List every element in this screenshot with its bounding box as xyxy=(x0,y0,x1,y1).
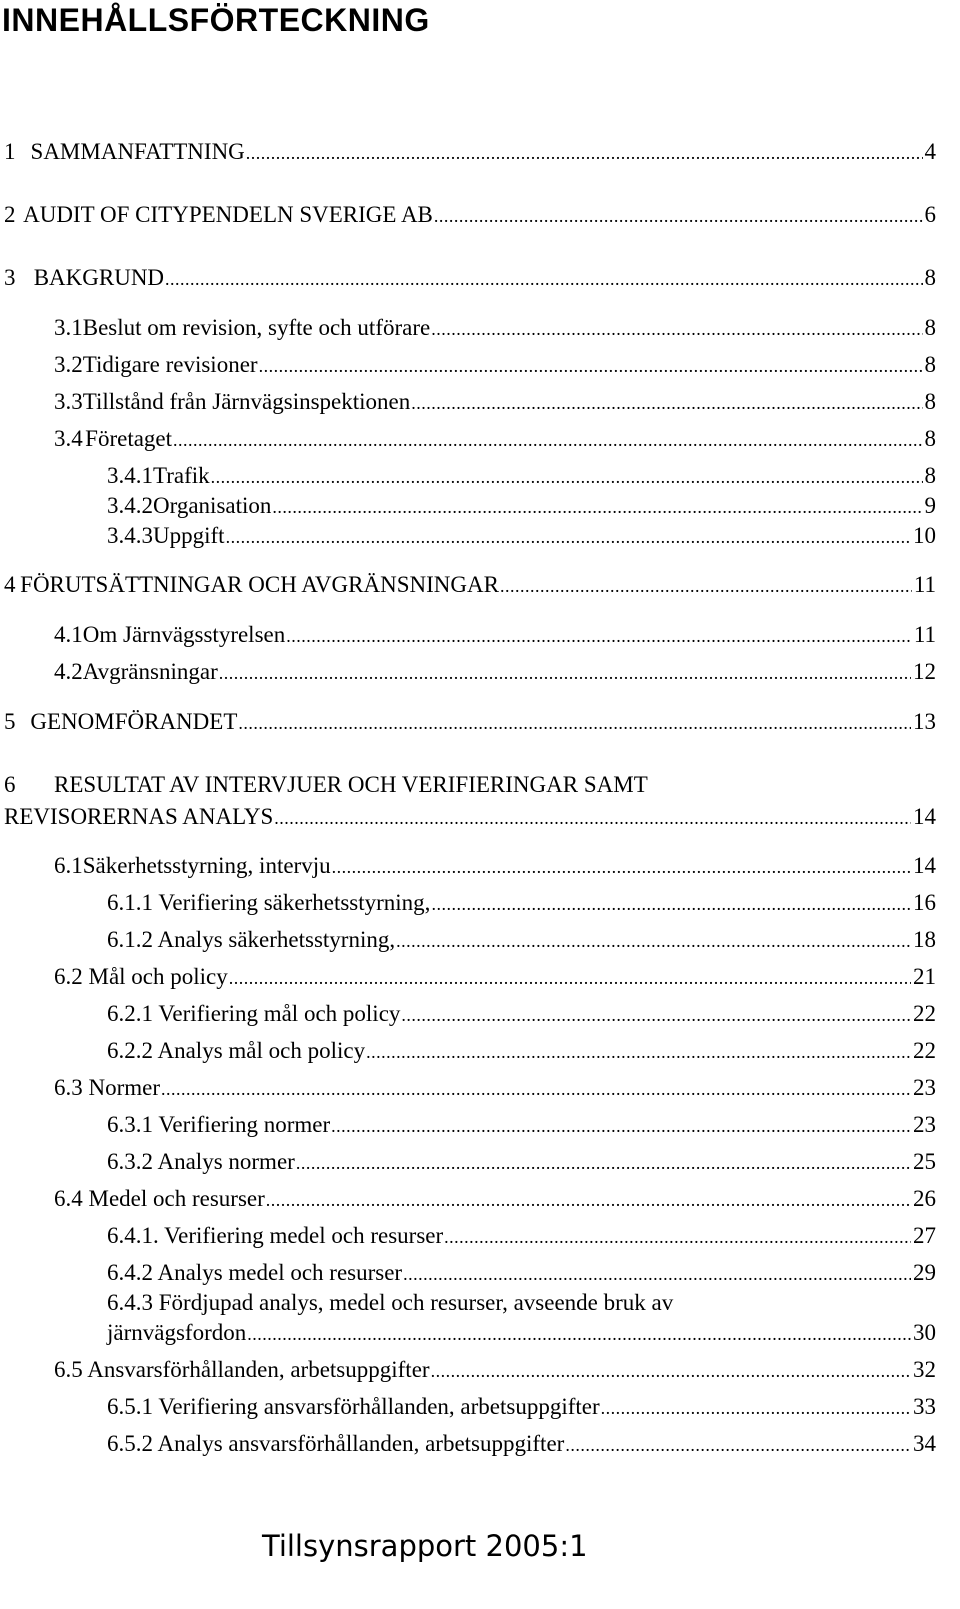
toc-entry-text: 6.2.1 Verifiering mål och policy xyxy=(107,1001,401,1026)
toc-entry-text: 6.3 Normer xyxy=(54,1075,161,1100)
toc-leader xyxy=(601,1394,911,1422)
toc-entry-page: 8 xyxy=(924,463,936,488)
toc-entry-text: Beslut om revision, syfte och utförare xyxy=(82,315,431,340)
toc-entry-number: 3.2 xyxy=(54,352,83,377)
toc-entry-text: GENOMFÖRANDET xyxy=(30,709,238,734)
toc-entry[interactable] xyxy=(4,803,936,831)
toc-entry-page: 14 xyxy=(913,853,936,878)
toc-entry[interactable] xyxy=(107,1000,936,1028)
toc-leader xyxy=(247,1320,911,1348)
toc-leader xyxy=(431,315,922,343)
toc-entry-text-continued: REVISORERNAS ANALYS xyxy=(4,804,274,829)
toc-entry-text: Säkerhetsstyrning, intervju xyxy=(82,853,331,878)
toc-leader xyxy=(396,927,911,955)
toc-entry[interactable] xyxy=(107,492,936,520)
toc-entry[interactable] xyxy=(54,1356,936,1384)
toc-entry-number: 3 xyxy=(4,265,16,290)
toc-entry-number: 5 xyxy=(4,709,16,734)
toc-entry-number: 3.3 xyxy=(54,389,83,414)
page-footer: Tillsynsrapport 2005:1 xyxy=(262,1529,588,1563)
toc-leader xyxy=(411,389,922,417)
toc-entry-page: 25 xyxy=(913,1149,936,1174)
toc-entry-page: 23 xyxy=(913,1112,936,1137)
toc-leader xyxy=(173,426,922,454)
toc-leader xyxy=(431,1357,911,1385)
toc-entry-page: 34 xyxy=(913,1431,936,1456)
toc-entry-text: 6.5 Ansvarsförhållanden, arbetsuppgifter xyxy=(54,1357,430,1382)
toc-entry[interactable] xyxy=(107,1319,936,1347)
toc-entry-number: 1 xyxy=(4,139,16,164)
toc-entry-number: 3.4.1 xyxy=(107,463,153,488)
toc-entry-text-continued: järnvägsfordon xyxy=(107,1320,247,1345)
toc-leader xyxy=(238,709,911,737)
toc-entry-page: 4 xyxy=(924,139,936,164)
toc-entry[interactable] xyxy=(107,462,936,490)
toc-entry[interactable] xyxy=(54,1074,936,1102)
toc-entry-number: 4 xyxy=(4,572,16,597)
toc-leader xyxy=(500,572,912,600)
toc-entry-text: RESULTAT AV INTERVJUER OCH VERIFIERINGAR SAMT xyxy=(54,772,648,797)
toc-leader xyxy=(403,1260,911,1288)
toc-entry[interactable] xyxy=(54,621,936,649)
toc-entry[interactable] xyxy=(107,1037,936,1065)
toc-entry-text: Tidigare revisioner xyxy=(82,352,258,377)
toc-entry-text: BAKGRUND xyxy=(33,265,165,290)
toc-entry-text: 6.4.2 Analys medel och resurser xyxy=(107,1260,403,1285)
toc-entry-text: FÖRUTSÄTTNINGAR OCH AVGRÄNSNINGAR xyxy=(20,572,499,597)
toc-entry-page: 8 xyxy=(924,265,936,290)
toc-leader xyxy=(259,352,923,380)
toc-entry-page: 22 xyxy=(913,1001,936,1026)
toc-entry-number: 6 xyxy=(4,772,16,797)
toc-entry[interactable] xyxy=(54,314,936,342)
toc-entry-page: 13 xyxy=(913,709,936,734)
toc-entry-number: 3.4 xyxy=(54,426,83,451)
toc-leader xyxy=(331,1112,911,1140)
toc-entry-page: 23 xyxy=(913,1075,936,1100)
toc-entry-text: Organisation xyxy=(153,493,272,518)
toc-leader xyxy=(219,659,911,687)
toc-entry-text: 6.3.1 Verifiering normer xyxy=(107,1112,331,1137)
toc-entry-text: 6.4.3 Fördjupad analys, medel och resurser, avseende bruk av xyxy=(107,1290,674,1315)
toc-entry-text: Avgränsningar xyxy=(82,659,218,684)
toc-entry-page: 12 xyxy=(913,659,936,684)
toc-leader xyxy=(444,1223,911,1251)
toc-entry-text: Företaget xyxy=(85,426,173,451)
toc-leader xyxy=(211,463,923,491)
toc-leader xyxy=(165,265,922,293)
toc-entry-text: SAMMANFATTNING xyxy=(30,139,245,164)
toc-entry-page: 6 xyxy=(924,202,936,227)
toc-entry-page: 14 xyxy=(913,804,936,829)
toc-entry-number: 3.1 xyxy=(54,315,83,340)
toc-entry-page: 32 xyxy=(913,1357,936,1382)
toc-leader xyxy=(565,1431,911,1459)
toc-entry-page: 21 xyxy=(913,964,936,989)
toc-entry-text: 6.2 Mål och policy xyxy=(54,964,228,989)
toc-entry-page: 8 xyxy=(924,352,936,377)
toc-entry-text: 6.4 Medel och resurser xyxy=(54,1186,265,1211)
toc-entry-text: 6.3.2 Analys normer xyxy=(107,1149,295,1174)
toc-entry-number: 3.4.2 xyxy=(107,493,153,518)
toc-leader xyxy=(266,1186,911,1214)
toc-entry-page: 30 xyxy=(913,1320,936,1345)
toc-entry[interactable] xyxy=(107,522,936,550)
toc-entry-page: 18 xyxy=(913,927,936,952)
toc-entry-page: 9 xyxy=(924,493,936,518)
toc-leader xyxy=(226,523,911,551)
toc-entry[interactable] xyxy=(4,138,936,166)
toc-leader xyxy=(296,1149,911,1177)
toc-leader xyxy=(272,493,922,521)
toc-entry-page: 8 xyxy=(924,389,936,414)
toc-entry-text: 6.5.2 Analys ansvarsförhållanden, arbetsuppgifter xyxy=(107,1431,565,1456)
toc-entry-page: 8 xyxy=(924,426,936,451)
toc-entry-text: 6.5.1 Verifiering ansvarsförhållanden, arbetsuppgifter xyxy=(107,1394,600,1419)
toc-entry-page: 33 xyxy=(913,1394,936,1419)
toc-entry[interactable] xyxy=(54,963,936,991)
toc-entry[interactable] xyxy=(107,1393,936,1421)
toc-entry-page: 27 xyxy=(913,1223,936,1248)
toc-entry[interactable] xyxy=(4,708,936,736)
toc-leader xyxy=(431,890,911,918)
toc-entry[interactable] xyxy=(107,889,936,917)
toc-entry-text: 6.1.1 Verifiering säkerhetsstyrning, xyxy=(107,890,431,915)
toc-entry[interactable] xyxy=(54,351,936,379)
toc-entry-page: 10 xyxy=(913,523,936,548)
toc-leader xyxy=(274,804,911,832)
toc-entry-number: 6.1 xyxy=(54,853,83,878)
toc-entry-number: 4.2 xyxy=(54,659,83,684)
toc-leader xyxy=(246,139,923,167)
toc-entry-page: 16 xyxy=(913,890,936,915)
toc-entry[interactable] xyxy=(54,852,936,880)
toc-entry-text: 6.1.2 Analys säkerhetsstyrning, xyxy=(107,927,396,952)
toc-title: INNEHÅLLSFÖRTECKNING xyxy=(2,2,430,38)
toc-leader xyxy=(161,1075,911,1103)
toc-entry[interactable] xyxy=(54,1185,936,1213)
toc-entry-text: 6.4.1. Verifiering medel och resurser xyxy=(107,1223,444,1248)
toc-entry[interactable] xyxy=(54,658,936,686)
toc-entry[interactable] xyxy=(54,425,936,453)
toc-entry[interactable] xyxy=(4,264,936,292)
toc-entry-text: Uppgift xyxy=(153,523,225,548)
toc-entry[interactable] xyxy=(4,571,936,599)
toc-leader xyxy=(229,964,911,992)
toc-leader xyxy=(401,1001,911,1029)
toc-entry-number: 3.4.3 xyxy=(107,523,153,548)
toc-entry-number: 2 xyxy=(4,202,16,227)
toc-entry-page: 29 xyxy=(913,1260,936,1285)
toc-entry-text: Om Järnvägsstyrelsen xyxy=(82,622,286,647)
toc-entry[interactable] xyxy=(107,926,936,954)
toc-entry[interactable] xyxy=(107,1148,936,1176)
toc-entry-text: Tillstånd från Järnvägsinspektionen xyxy=(82,389,411,414)
toc-entry-wrapped-first-line[interactable] xyxy=(4,771,648,799)
toc-entry-text: Trafik xyxy=(153,463,210,488)
toc-entry-number: 4.1 xyxy=(54,622,83,647)
toc-entry-page: 11 xyxy=(913,622,936,647)
toc-entry-page: 22 xyxy=(913,1038,936,1063)
toc-entry[interactable] xyxy=(107,1222,936,1250)
toc-entry[interactable] xyxy=(107,1430,936,1458)
toc-leader xyxy=(366,1038,911,1066)
toc-entry[interactable] xyxy=(107,1111,936,1139)
toc-entry[interactable] xyxy=(54,388,936,416)
toc-entry[interactable] xyxy=(4,201,936,229)
toc-entry-text: AUDIT OF CITYPENDELN SVERIGE AB xyxy=(23,202,433,227)
toc-entry-text: 6.2.2 Analys mål och policy xyxy=(107,1038,366,1063)
toc-entry-page: 11 xyxy=(913,572,936,597)
toc-entry-page: 26 xyxy=(913,1186,936,1211)
toc-entry-wrapped-first-line[interactable] xyxy=(107,1289,673,1317)
toc-entry-page: 8 xyxy=(924,315,936,340)
toc-leader xyxy=(286,622,912,650)
toc-leader xyxy=(332,853,911,881)
toc-leader xyxy=(434,202,923,230)
toc-entry[interactable] xyxy=(107,1259,936,1287)
